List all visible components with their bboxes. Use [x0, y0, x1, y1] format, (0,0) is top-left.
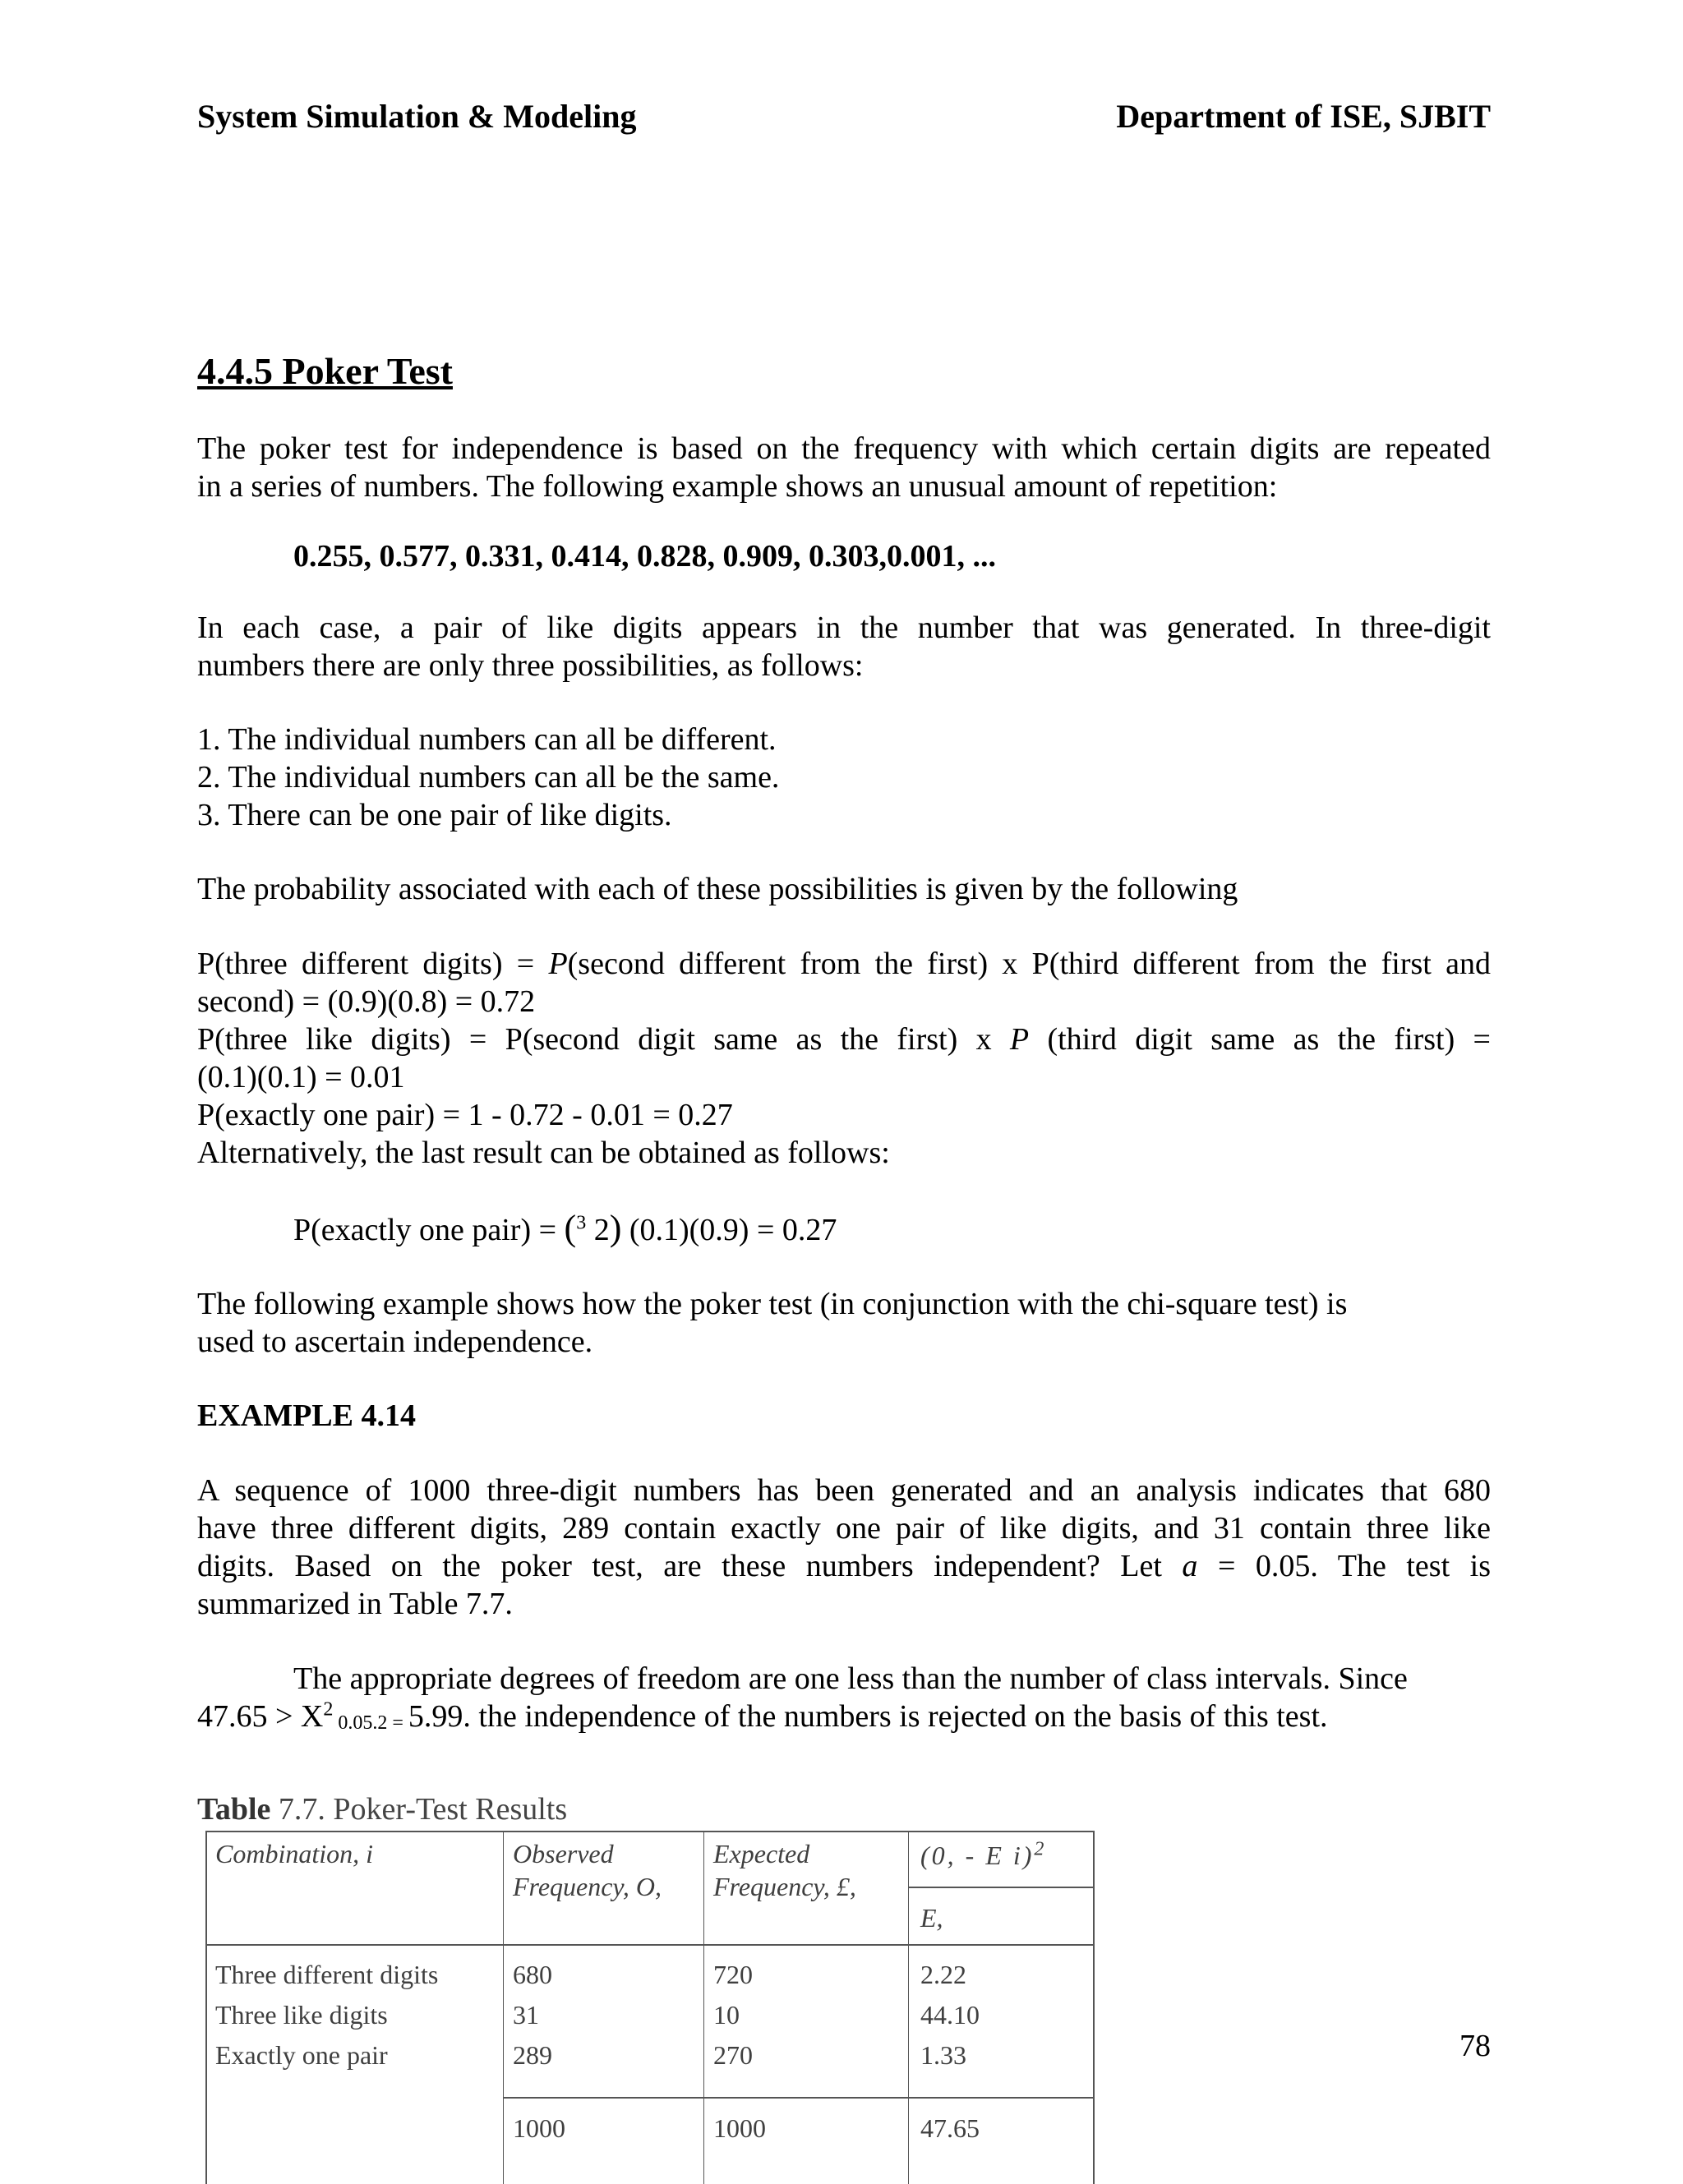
table-caption: Table 7.7. Poker-Test Results: [197, 1792, 568, 1827]
p-like-line-1: P(three like digits) = P(second digit same as the first) x P (third digit same as the first) =: [197, 1022, 1491, 1057]
col-divider-2: [703, 1831, 704, 2184]
row-observed: 680: [513, 1960, 552, 1989]
row-name: Three different digits: [215, 1960, 439, 1989]
case-line-2: numbers there are only three possibilities, as follows:: [197, 648, 864, 683]
p-like-line-2: (0.1)(0.1) = 0.01: [197, 1060, 405, 1094]
list-item: 2. The individual numbers can all be the same.: [197, 760, 780, 795]
row-observed: 31: [513, 2000, 539, 2030]
row-expected: 270: [713, 2040, 753, 2070]
alternative-formula: P(exactly one pair) = ($^3$ 2) (0.1)(0.9) = 0.27: [293, 1208, 837, 1248]
follow-line-1: The following example shows how the poker test (in conjunction with the chi-square test) is: [197, 1287, 1348, 1321]
row-expected: 10: [713, 2000, 740, 2030]
example-line-1: A sequence of 1000 three-digit numbers has been generated and an analysis indicates that 680: [197, 1473, 1491, 1508]
row-observed: 289: [513, 2040, 552, 2070]
row-name: Exactly one pair: [215, 2040, 388, 2070]
p-pair: P(exactly one pair) = 1 - 0.72 - 0.01 = 0.27: [197, 1098, 733, 1132]
table-header-divider: [205, 1944, 1095, 1946]
col-divider-3: [908, 1831, 909, 2184]
poker-test-table: [205, 1831, 1095, 2184]
header-chi-denominator: E,: [920, 1903, 943, 1933]
p-different-line-1: P(three different digits) = P(second different from the first) x P(third different from the first and: [197, 947, 1491, 981]
fraction-bar: [909, 1887, 1095, 1888]
list-item: 1. The individual numbers can all be different.: [197, 722, 777, 757]
header-chi-numerator: (0, - E i)$^2$: [920, 1838, 1047, 1870]
follow-line-2: used to ascertain independence.: [197, 1325, 593, 1359]
number-sequence: 0.255, 0.577, 0.331, 0.414, 0.828, 0.909, 0.303,0.001, ...: [293, 539, 996, 574]
header-observed-2: Frequency, O,: [513, 1872, 662, 1901]
p-different-line-2: second) = (0.9)(0.8) = 0.72: [197, 984, 536, 1019]
row-chi: 2.22: [920, 1960, 966, 1989]
row-expected: 720: [713, 1960, 753, 1989]
row-name: Three like digits: [215, 2000, 388, 2030]
header-department: Department of ISE, SJBIT: [1116, 98, 1491, 135]
example-line-3: digits. Based on the poker test, are these numbers independent? Let a = 0.05. The test is: [197, 1549, 1492, 1583]
col-divider-1: [503, 1831, 504, 2184]
header-combination: Combination, i: [215, 1839, 374, 1868]
intro-line-1: The poker test for independence is based on the frequency with which certain digits are repeated: [197, 431, 1491, 466]
header-course-title: System Simulation & Modeling: [197, 98, 637, 135]
list-item: 3. There can be one pair of like digits.: [197, 798, 672, 832]
table-border-right: [1093, 1831, 1095, 2184]
dof-line-1: The appropriate degrees of freedom are one less than the number of class intervals. Since: [293, 1661, 1408, 1696]
case-line-1: In each case, a pair of like digits appears in the number that was generated. In three-digit: [197, 611, 1491, 645]
page-number: 78: [1459, 2029, 1491, 2063]
table-border-left: [205, 1831, 207, 2184]
header-expected-1: Expected: [713, 1839, 810, 1868]
example-line-4: summarized in Table 7.7.: [197, 1587, 513, 1621]
row-chi: 1.33: [920, 2040, 966, 2070]
total-observed: 1000: [513, 2113, 565, 2143]
header-expected-2: Frequency, £,: [713, 1872, 856, 1901]
table-border-top: [205, 1831, 1095, 1832]
alternative-text: Alternatively, the last result can be obtained as follows:: [197, 1136, 890, 1170]
intro-line-2: in a series of numbers. The following example shows an unusual amount of repetition:: [197, 469, 1278, 504]
probability-intro: The probability associated with each of these possibilities is given by the following: [197, 872, 1238, 906]
total-expected: 1000: [713, 2113, 766, 2143]
row-chi: 44.10: [920, 2000, 980, 2030]
header-observed-1: Observed: [513, 1839, 614, 1868]
example-title: EXAMPLE 4.14: [197, 1398, 416, 1433]
total-chi: 47.65: [920, 2113, 980, 2143]
dof-line-2: $47.65 > X^2$ $_{0.05.2 =}$ 5.99. the independence of the numbers is rejected on the basis of this test.: [197, 1698, 1328, 1734]
example-line-2: have three different digits, 289 contain exactly one pair of like digits, and 31 contain three like: [197, 1511, 1491, 1546]
totals-divider: [503, 2097, 1095, 2099]
section-title: 4.4.5 Poker Test: [197, 350, 453, 392]
